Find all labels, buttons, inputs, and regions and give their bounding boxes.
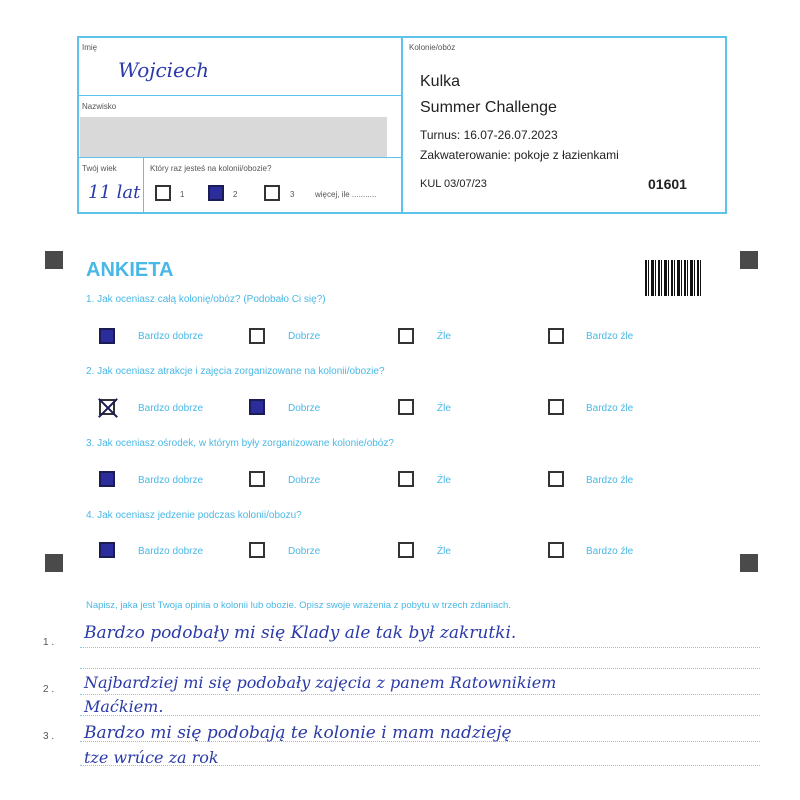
turnus: Turnus: 16.07-26.07.2023 (420, 128, 558, 142)
opinion-prompt: Napisz, jaka jest Twoja opinia o kolonii lub obozie. Opisz swoje wrażenia z pobytu w trzech zdaniach. (86, 600, 511, 611)
camp-code: KUL 03/07/23 (420, 178, 487, 190)
q1-option-zle: Źle (437, 331, 451, 342)
q4-option-zle: Źle (437, 546, 451, 557)
visit-count-label-1: 1 (180, 190, 185, 199)
q1-checkbox-bardzo-dobrze[interactable] (99, 328, 115, 344)
zakwaterowanie: Zakwaterowanie: pokoje z łazienkami (420, 148, 619, 162)
question-2: 2. Jak oceniasz atrakcje i zajęcia zorganizowane na kolonii/obozie? (86, 366, 385, 377)
q2-checkbox-dobrze[interactable] (249, 399, 265, 415)
response-line-2b[interactable]: Maćkiem. (84, 697, 164, 716)
registration-marker-top-right (740, 251, 758, 269)
q2-option-zle: Źle (437, 403, 451, 414)
q1-option-bardzo-zle: Bardzo źle (586, 331, 634, 342)
q4-option-dobrze: Dobrze (288, 546, 321, 557)
visit-count-label-3: 3 (290, 190, 295, 199)
registration-marker-bottom-left (45, 554, 63, 572)
line-number-1: 1 . (43, 637, 55, 648)
answer-line-2b (80, 715, 760, 716)
header-hline-2 (77, 157, 402, 158)
wiek-label: Twój wiek (82, 164, 117, 173)
q3-option-dobrze: Dobrze (288, 475, 321, 486)
q3-checkbox-zle[interactable] (398, 471, 414, 487)
q1-checkbox-dobrze[interactable] (249, 328, 265, 344)
q2-option-bardzo-dobrze: Bardzo dobrze (138, 403, 204, 414)
q3-checkbox-bardzo-zle[interactable] (548, 471, 564, 487)
response-line-3b[interactable]: tze wrúce za rok (84, 748, 219, 767)
visit-count-checkbox-1[interactable] (155, 185, 171, 201)
visit-count-checkbox-3[interactable] (264, 185, 280, 201)
question-3: 3. Jak oceniasz ośrodek, w którym były zorganizowane kolonie/obóz? (86, 438, 394, 449)
q3-option-bardzo-dobrze: Bardzo dobrze (138, 475, 204, 486)
answer-line-1b (80, 668, 760, 669)
camp-program: Summer Challenge (420, 99, 557, 116)
line-number-2: 2 . (43, 684, 55, 695)
q4-option-bardzo-dobrze: Bardzo dobrze (138, 546, 204, 557)
q2-checkbox-zle[interactable] (398, 399, 414, 415)
header-divider (401, 36, 403, 214)
q2-checkbox-bardzo-zle[interactable] (548, 399, 564, 415)
nazwisko-redaction (80, 117, 387, 157)
q1-option-dobrze: Dobrze (288, 331, 321, 342)
response-line-1[interactable]: Bardzo podobały mi się Klady ale tak był zakrutki. (84, 623, 517, 643)
q4-checkbox-bardzo-dobrze[interactable] (99, 542, 115, 558)
question-1: 1. Jak oceniasz całą kolonię/obóz? (Podobało Ci się?) (86, 294, 326, 305)
question-4: 4. Jak oceniasz jedzenie podczas kolonii/obozu? (86, 510, 302, 521)
wiecej-label: więcej, ile ........... (315, 190, 377, 199)
q2-option-bardzo-zle: Bardzo źle (586, 403, 634, 414)
q4-checkbox-zle[interactable] (398, 542, 414, 558)
response-line-3a[interactable]: Bardzo mi się podobają te kolonie i mam nadzieję (84, 723, 512, 743)
q4-checkbox-bardzo-zle[interactable] (548, 542, 564, 558)
line-number-3: 3 . (43, 731, 55, 742)
registration-marker-bottom-right (740, 554, 758, 572)
q2-checkbox-bardzo-dobrze[interactable] (99, 399, 115, 415)
response-line-2a[interactable]: Najbardziej mi się podobały zajęcia z panem Ratownikiem (84, 673, 557, 692)
survey-title: ANKIETA (86, 259, 174, 281)
nazwisko-label: Nazwisko (82, 102, 117, 111)
q1-checkbox-zle[interactable] (398, 328, 414, 344)
header-hline-1 (77, 95, 402, 96)
q3-checkbox-dobrze[interactable] (249, 471, 265, 487)
form-number: 01601 (648, 176, 687, 192)
imie-value[interactable]: Wojciech (118, 58, 209, 82)
q4-option-bardzo-zle: Bardzo źle (586, 546, 634, 557)
registration-marker-top-left (45, 251, 63, 269)
wiek-value[interactable]: 11 lat (88, 182, 141, 203)
ktory-raz-label: Który raz jesteś na kolonii/obozie? (150, 164, 272, 173)
imie-label: Imię (82, 43, 98, 52)
visit-count-label-2: 2 (233, 190, 238, 199)
answer-line-1 (80, 647, 760, 648)
q3-option-bardzo-zle: Bardzo źle (586, 475, 634, 486)
q4-checkbox-dobrze[interactable] (249, 542, 265, 558)
kolonie-label: Kolonie/obóz (409, 43, 456, 52)
q3-checkbox-bardzo-dobrze[interactable] (99, 471, 115, 487)
header-vline-age (143, 157, 144, 214)
barcode-icon (645, 260, 701, 296)
q1-option-bardzo-dobrze: Bardzo dobrze (138, 331, 204, 342)
q1-checkbox-bardzo-zle[interactable] (548, 328, 564, 344)
q3-option-zle: Źle (437, 475, 451, 486)
answer-line-2 (80, 694, 760, 695)
visit-count-checkbox-2[interactable] (208, 185, 224, 201)
q2-option-dobrze: Dobrze (288, 403, 321, 414)
camp-name: Kulka (420, 73, 461, 90)
